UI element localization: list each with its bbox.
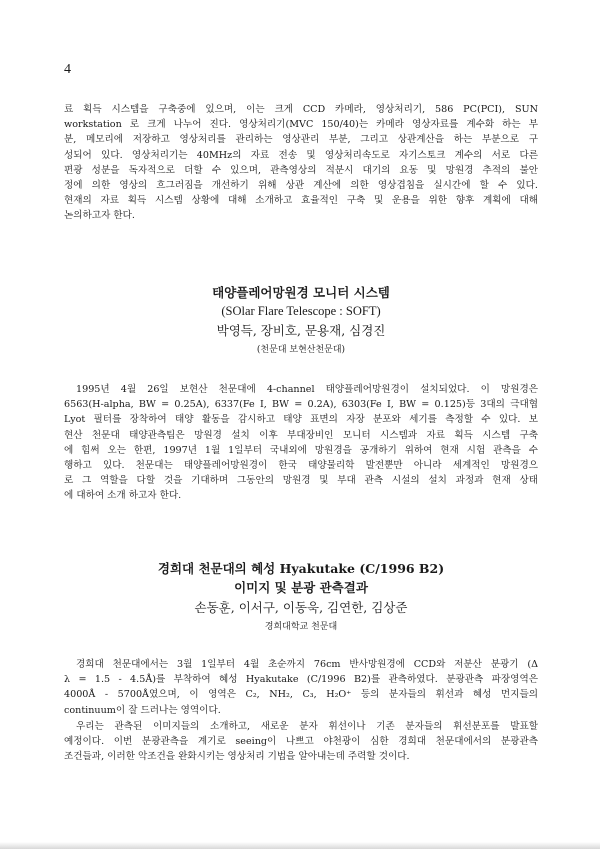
text-line: 분, 메모리에 저장하고 영상처리를 관리하는 영상관리 부분, 그리고 상관계산을 하는 부분으로 구 [64,134,538,146]
text-line: 조건들과, 이러한 악조건을 완화시키는 영상처리 기법을 알아내는데 주력할 것이다. [64,751,410,763]
section2-authors: 손동훈, 이서구, 이동욱, 김연한, 김상준 [194,600,408,615]
section2-title-line1: 경희대 천문대의 혜성 Hyakutake (C/1996 B2) [157,561,445,576]
section2-affiliation: 경희대학교 천문대 [264,622,338,632]
text-line: λ = 1.5 - 4.5Å)를 부착하여 혜성 Hyakutake (C/1996 B2)를 관측하였다. 분광관측 파장영역은 [64,674,538,686]
text-line: 4000Å - 5700Å였으며, 이 영역은 C₂, NH₂, C₃, H₂O⁺ 등의 분자들의 휘선과 혜성 먼지들의 [64,689,538,701]
section2-paragraph-1 [64,657,538,718]
text-line: 에 힘써 오는 한편, 1997년 1월 1일부터 국내외에 망원경을 공개하기 위하여 현재 시험 관측을 수 [64,444,538,456]
text-line: 경희대 천문대에서는 3월 1일부터 4월 초순까지 76cm 반사망원경에 CCD와 저분산 분광기 (Δ [76,659,538,670]
text-line: 료 획득 시스템을 구축중에 있으며, 이는 크게 CCD 카메라, 영상처리기, 586 PC(PCI), SUN [64,104,538,115]
section1-affiliation: (천문대 보현산천문대) [256,345,346,355]
scan-edge-shadow [0,842,600,849]
text-line: continuum이 잘 드러나는 영역이다. [64,704,221,716]
text-line: 6563(H-alpha, BW = 0.25A), 6337(Fe I, BW = 0.2A), 6303(Fe I, BW = 0.125)등 3대의 극대협 [64,399,538,411]
text-line: workstation 로 크게 나누어 진다. 영상처리기(MVC 150/40)는 카메라 영상자료를 계수화 하는 부 [64,119,538,131]
page-number: 4 [64,62,71,77]
section1-paragraph [64,382,538,504]
text-line: 논의하고자 한다. [64,210,135,222]
text-line: 정에 의한 영상의 흐그러짐을 개선하기 위해 상관 계산에 의한 영상겹침을 실시간에 할 수 있다. [64,180,538,192]
text-line: 우리는 관측된 이미지들의 소개하고, 새로운 분자 휘선이나 기존 분자들의 휘선분포를 발표할 [76,721,538,732]
text-line: 현재의 자료 획득 시스템 상황에 대해 소개하고 효율적인 구축 및 운용을 위한 향후 계획에 대해 [64,195,538,207]
section1-subtitle: (SOlar Flare Telescope : SOFT) [221,304,381,318]
text-line: 현산 천문대 태양관측팀은 망원경 설치 이후 부대장비인 모니터 시스템과 자료 획득 시스템 구축 [64,429,538,441]
text-line: 편광 성분을 독자적으로 더할 수 있으며, 관측영상의 적분시 대기의 요동 및 망원경 추적의 불안 [64,164,538,176]
section2-title-line2: 이미지 및 분광 관측결과 [234,580,368,595]
text-line: 성되어 있다. 영상처리기는 40MHz의 자료 전송 및 영상처리속도로 자기스토크 계수의 서로 다른 [64,149,538,161]
text-line: 예정이다. 이번 분광관측을 계기로 seeing이 나쁘고 야천광이 심한 경희대 천문대에서의 분광관측 [64,736,538,748]
text-line: 로 그 역할을 다할 것을 기대하며 그동안의 망원경 및 부대 관측 시설의 설치 과정과 현재 상태 [64,475,538,487]
text-line: Lyot 필터를 장착하여 태양 활동을 감시하고 태양 표면의 자장 분포와 세기를 측정할 수 있다. 보 [64,414,538,426]
section2-paragraph-2 [64,719,538,765]
text-line: 행하고 있다. 천문대는 태양플레어망원경이 한국 태양물리학 발전뿐만 아니라 세계적인 망원경으 [64,460,538,472]
section1-title: 태양플레어망원경 모니터 시스템 [212,285,390,300]
intro-paragraph [64,102,538,224]
section1-heading [64,283,538,359]
text-line: 에 대하여 소개 하고자 한다. [64,490,182,502]
text-line: 1995년 4월 26일 보현산 천문대에 4-channel 태양플레어망원경이 설치되었다. 이 망원경은 [76,384,538,395]
section1-authors: 박영득, 장비호, 문용재, 심경진 [216,323,386,338]
section2-heading [64,560,538,636]
